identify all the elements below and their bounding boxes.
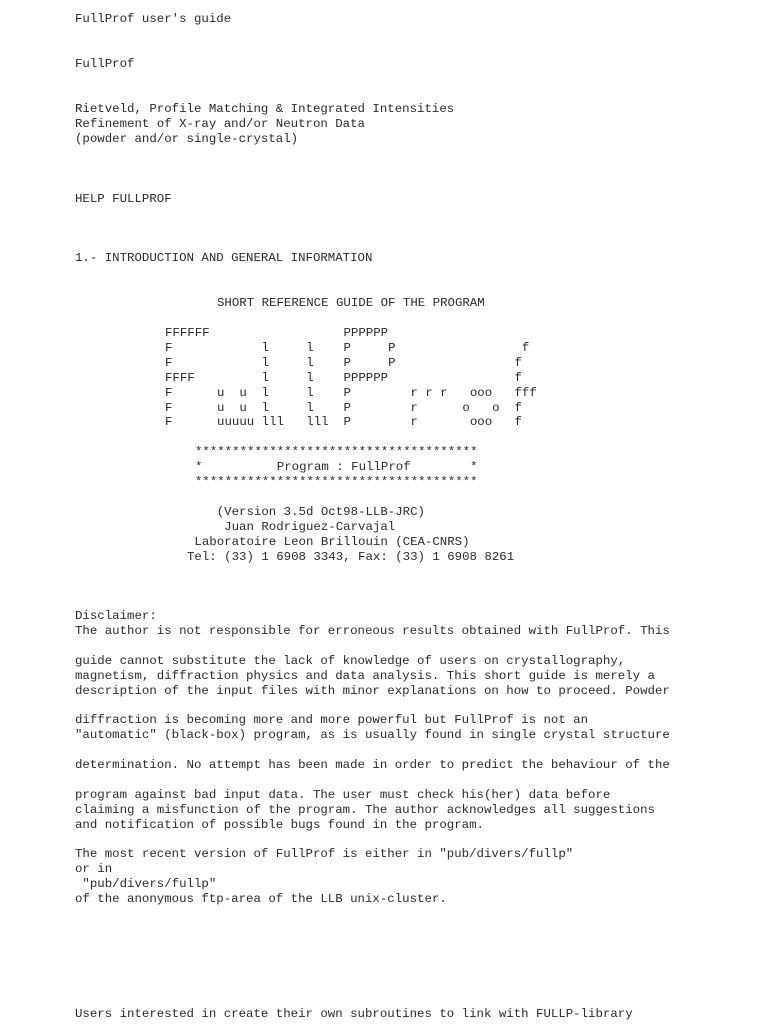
disclaimer-paragraph-4: determination. No attempt has been made in order to predict the behaviour of the [75, 758, 670, 772]
disclaimer-paragraph-1: The author is not responsible for erroneous results obtained with FullProf. This [75, 624, 670, 638]
recent-version-paragraph: The most recent version of FullProf is either in "pub/divers/fullp" or in "pub/divers/fullp" of the anonymous ftp-area of the LLB unix-cluster. [75, 847, 574, 906]
users-paragraph: Users interested in create their own subroutines to link with FULLP-library [75, 1007, 633, 1021]
program-subtitle: Rietveld, Profile Matching & Integrated Intensities Refinement of X-ray and/or Neutron Data (powder and/or single-crystal) [75, 102, 455, 146]
section-heading: 1.- INTRODUCTION AND GENERAL INFORMATION [75, 251, 373, 265]
disclaimer-label: Disclaimer: [75, 609, 157, 623]
ascii-logo: FFFFFF PPPPPP F l l P P f F l l P P f FFFF l l PPPPPP f F u u l l P r r r ooo fff F u u l l P r o o f F uuuuu lll lll P r ooo f [165, 326, 537, 430]
document-title: FullProf user's guide [75, 12, 232, 26]
disclaimer-paragraph-2: guide cannot substitute the lack of knowledge of users on crystallography, magnetism, diffraction physics and data analysis. This short guide is merely a description of the input files with minor explanations on how to proceed. Powder [75, 654, 670, 698]
version-info: (Version 3.5d Oct98-LLB-JRC) Juan Rodriguez-Carvajal Laboratoire Leon Brillouin (CEA-CNRS) Tel: (33) 1 6908 3343, Fax: (33) 1 6908 8261 [187, 505, 515, 564]
disclaimer-paragraph-3: diffraction is becoming more and more powerful but FullProf is not an "automatic" (black-box) program, as is usually found in single crystal structure [75, 713, 670, 742]
program-name: FullProf [75, 57, 135, 71]
reference-guide-title: SHORT REFERENCE GUIDE OF THE PROGRAM [217, 296, 485, 310]
disclaimer-paragraph-5: program against bad input data. The user must check his(her) data before claiming a misfunction of the program. The author acknowledges all suggestions and notification of possible bugs found in the program. [75, 788, 655, 832]
help-heading: HELP FULLPROF [75, 192, 172, 206]
program-banner: ************************************** * Program : FullProf * ************************************** [195, 445, 478, 489]
